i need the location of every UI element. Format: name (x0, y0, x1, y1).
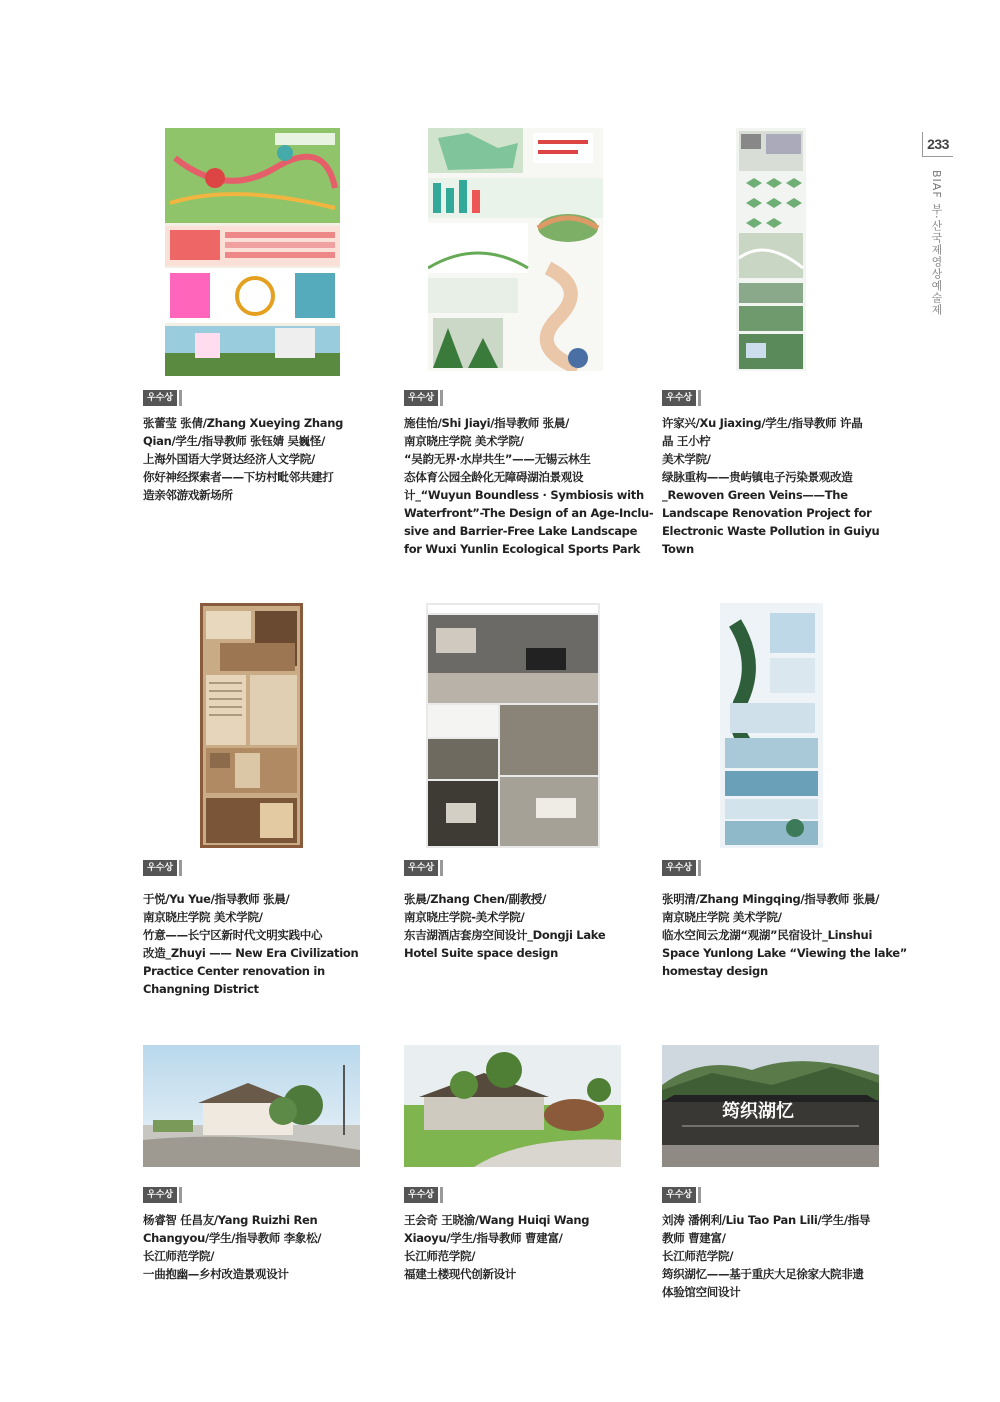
badge-bar (698, 1187, 701, 1203)
award-badge-2 (404, 390, 443, 406)
caption-line: Landscape Renovation Project for (662, 506, 872, 520)
caption-line: 计_“Wuyun Boundless · Symbiosis with (404, 488, 644, 502)
caption-line: 张蕾莹 张倩/Zhang Xueying Zhang (143, 416, 344, 430)
caption-line: 南京晓庄学院 美术学院/ (143, 910, 263, 924)
caption-line: “吴韵无界·水岸共生”——无锡云林生 (404, 452, 591, 466)
badge-bar (179, 860, 182, 876)
page-number: 233 (922, 132, 953, 157)
caption-line: 长江师范学院/ (404, 1249, 476, 1263)
caption-line: _Rewoven Green Veins——The (662, 488, 848, 502)
caption-line: 上海外国语大学贤达经济人文学院/ (143, 452, 315, 466)
render-image-8 (404, 1045, 621, 1167)
caption-line: 长江师范学院/ (143, 1249, 215, 1263)
caption-line: Changning District (143, 982, 259, 996)
award-badge-8 (404, 1187, 443, 1203)
caption-line: 福建土楼现代创新设计 (404, 1267, 516, 1281)
badge-label: 우수상 (143, 1187, 177, 1203)
caption-line: 竹意——长宁区新时代文明实践中心 (143, 928, 323, 942)
caption-line: Waterfront”-The Design of an Age-Inclu- (404, 506, 654, 520)
award-badge-6 (662, 860, 701, 876)
caption-line: 一曲抱幽—乡村改造景观设计 (143, 1267, 289, 1281)
badge-bar (440, 1187, 443, 1203)
caption-line: Changyou/学生/指导教师 李象松/ (143, 1231, 322, 1245)
caption-line: Practice Center renovation in (143, 964, 325, 978)
caption-line: 许家兴/Xu Jiaxing/学生/指导教师 许晶 (662, 416, 863, 430)
caption-line: Space Yunlong Lake “Viewing the lake” (662, 946, 908, 960)
award-badge-3 (662, 390, 701, 406)
caption-line: 态体育公园全龄化无障碍湖泊景观设 (404, 470, 584, 484)
caption-line: 刘涛 潘俐利/Liu Tao Pan Lili/学生/指导 (662, 1213, 871, 1227)
caption-line: 长江师范学院/ (662, 1249, 734, 1263)
badge-bar (440, 860, 443, 876)
caption-line: 南京晓庄学院 美术学院/ (404, 434, 524, 448)
caption-entry-7 (143, 1211, 321, 1283)
caption-line: 南京晓庄学院 美术学院/ (662, 910, 782, 924)
poster-image-5 (426, 603, 600, 848)
award-badge-1 (143, 390, 182, 406)
award-badge-5 (404, 860, 443, 876)
badge-label: 우수상 (143, 390, 177, 406)
render-image-9 (662, 1045, 879, 1167)
badge-label: 우수상 (662, 860, 696, 876)
award-badge-9 (662, 1187, 701, 1203)
caption-line: 教师 曹建富/ (662, 1231, 726, 1245)
caption-line: 体验馆空间设计 (662, 1285, 741, 1299)
caption-line: for Wuxi Yunlin Ecological Sports Park (404, 542, 641, 556)
caption-line: Electronic Waste Pollution in Guiyu (662, 524, 880, 538)
poster-image-3 (736, 128, 806, 371)
caption-line: 美术学院/ (662, 452, 711, 466)
caption-entry-2 (404, 414, 653, 558)
caption-line: 张晨/Zhang Chen/副教授/ (404, 892, 547, 906)
caption-line: 王会奇 王晓渝/Wang Huiqi Wang (404, 1213, 590, 1227)
caption-line: Hotel Suite space design (404, 946, 558, 960)
caption-entry-6 (662, 890, 907, 980)
badge-bar (698, 390, 701, 406)
award-badge-4 (143, 860, 182, 876)
badge-bar (179, 390, 182, 406)
caption-entry-8 (404, 1211, 589, 1283)
caption-line: 南京晓庄学院-美术学院/ (404, 910, 525, 924)
caption-line: 施佳怡/Shi Jiayi/指导教师 张晨/ (404, 416, 569, 430)
caption-line: 绿脉重构——贵屿镇电子污染景观改造 (662, 470, 853, 484)
caption-entry-9 (662, 1211, 870, 1301)
caption-line: 晶 王小柠 (662, 434, 711, 448)
caption-line: 于悦/Yu Yue/指导教师 张晨/ (143, 892, 290, 906)
badge-label: 우수상 (662, 1187, 696, 1203)
caption-line: 改造_Zhuyi —— New Era Civilization (143, 946, 359, 960)
poster-image-2 (428, 128, 603, 371)
render-image-7 (143, 1045, 360, 1167)
badge-label: 우수상 (662, 390, 696, 406)
poster-image-6 (720, 603, 823, 848)
caption-entry-1 (143, 414, 343, 504)
caption-line: Town (662, 542, 694, 556)
badge-bar (440, 390, 443, 406)
caption-line: 筠织湖忆——基于重庆大足徐家大院非遗 (662, 1267, 864, 1281)
badge-bar (179, 1187, 182, 1203)
caption-line: homestay design (662, 964, 768, 978)
badge-label: 우수상 (143, 860, 177, 876)
caption-line: 东吉湖酒店套房空间设计_Dongji Lake (404, 928, 606, 942)
caption-line: sive and Barrier-Free Lake Landscape (404, 524, 638, 538)
running-head: BIAF 부·산국제영상예술제 (930, 170, 943, 316)
caption-line: Qian/学生/指导教师 张钰婧 吴巍怪/ (143, 434, 325, 448)
badge-label: 우수상 (404, 1187, 438, 1203)
caption-entry-5 (404, 890, 605, 962)
caption-line: 张明清/Zhang Mingqing/指导教师 张晨/ (662, 892, 880, 906)
badge-bar (698, 860, 701, 876)
caption-entry-3 (662, 414, 879, 558)
poster-image-4 (200, 603, 303, 848)
award-badge-7 (143, 1187, 182, 1203)
poster3-sign-text: 筠织湖忆 (722, 1101, 794, 1122)
poster-image-1 (165, 128, 340, 376)
caption-line: Xiaoyu/学生/指导教师 曹建富/ (404, 1231, 563, 1245)
caption-line: 临水空间云龙湖“观湖”民宿设计_Linshui (662, 928, 873, 942)
badge-label: 우수상 (404, 860, 438, 876)
badge-label: 우수상 (404, 390, 438, 406)
caption-entry-4 (143, 890, 358, 998)
caption-line: 造亲邻游戏新场所 (143, 488, 233, 502)
caption-line: 杨睿智 任昌友/Yang Ruizhi Ren (143, 1213, 318, 1227)
caption-line: 你好神经探索者——下坊村毗邻共建打 (143, 470, 334, 484)
